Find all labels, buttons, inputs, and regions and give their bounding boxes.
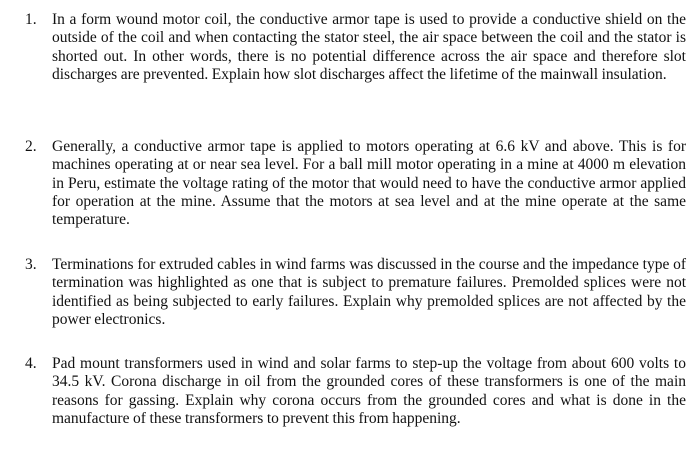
question-number: 4. xyxy=(25,355,37,372)
question-number: 2. xyxy=(25,138,37,155)
question-text: Terminations for extruded cables in wind farms was discussed in the course and the impedance type of termination was highlighted as one that is subject to premature failures. Premolded splices were not identified as being subjected to early failures. Explain why premolded splices are not affected by the power electronics. xyxy=(52,256,686,328)
question-text: Generally, a conductive armor tape is applied to motors operating at 6.6 kV and above. This is for machines operating at or near sea level. For a ball mill motor operating in a mine at 4000 m elevation in Peru, estimate the voltage rating of the motor that would need to have the conductive armor applied for operation at the mine. Assume that the motors at sea level and at the mine operate at the same temperature. xyxy=(52,138,686,229)
question-text: Pad mount transformers used in wind and solar farms to step-up the voltage from about 600 volts to 34.5 kV. Corona discharge in oil from the grounded cores of these transformers is one of the main reasons for gassing. Explain why corona occurs from the grounded cores and what is done in the manufacture of these transformers to prevent this from happening. xyxy=(52,355,686,427)
question-number: 3. xyxy=(25,256,37,273)
question-text: In a form wound motor coil, the conductive armor tape is used to provide a conductive shield on the outside of the coil and when contacting the stator steel, the air space between the coil and the stator is shorted out. In other words, there is no potential difference across the air space and therefore slot discharges are prevented. Explain how slot discharges affect the lifetime of the mainwall insulation. xyxy=(52,11,686,83)
question-number: 1. xyxy=(25,11,37,28)
